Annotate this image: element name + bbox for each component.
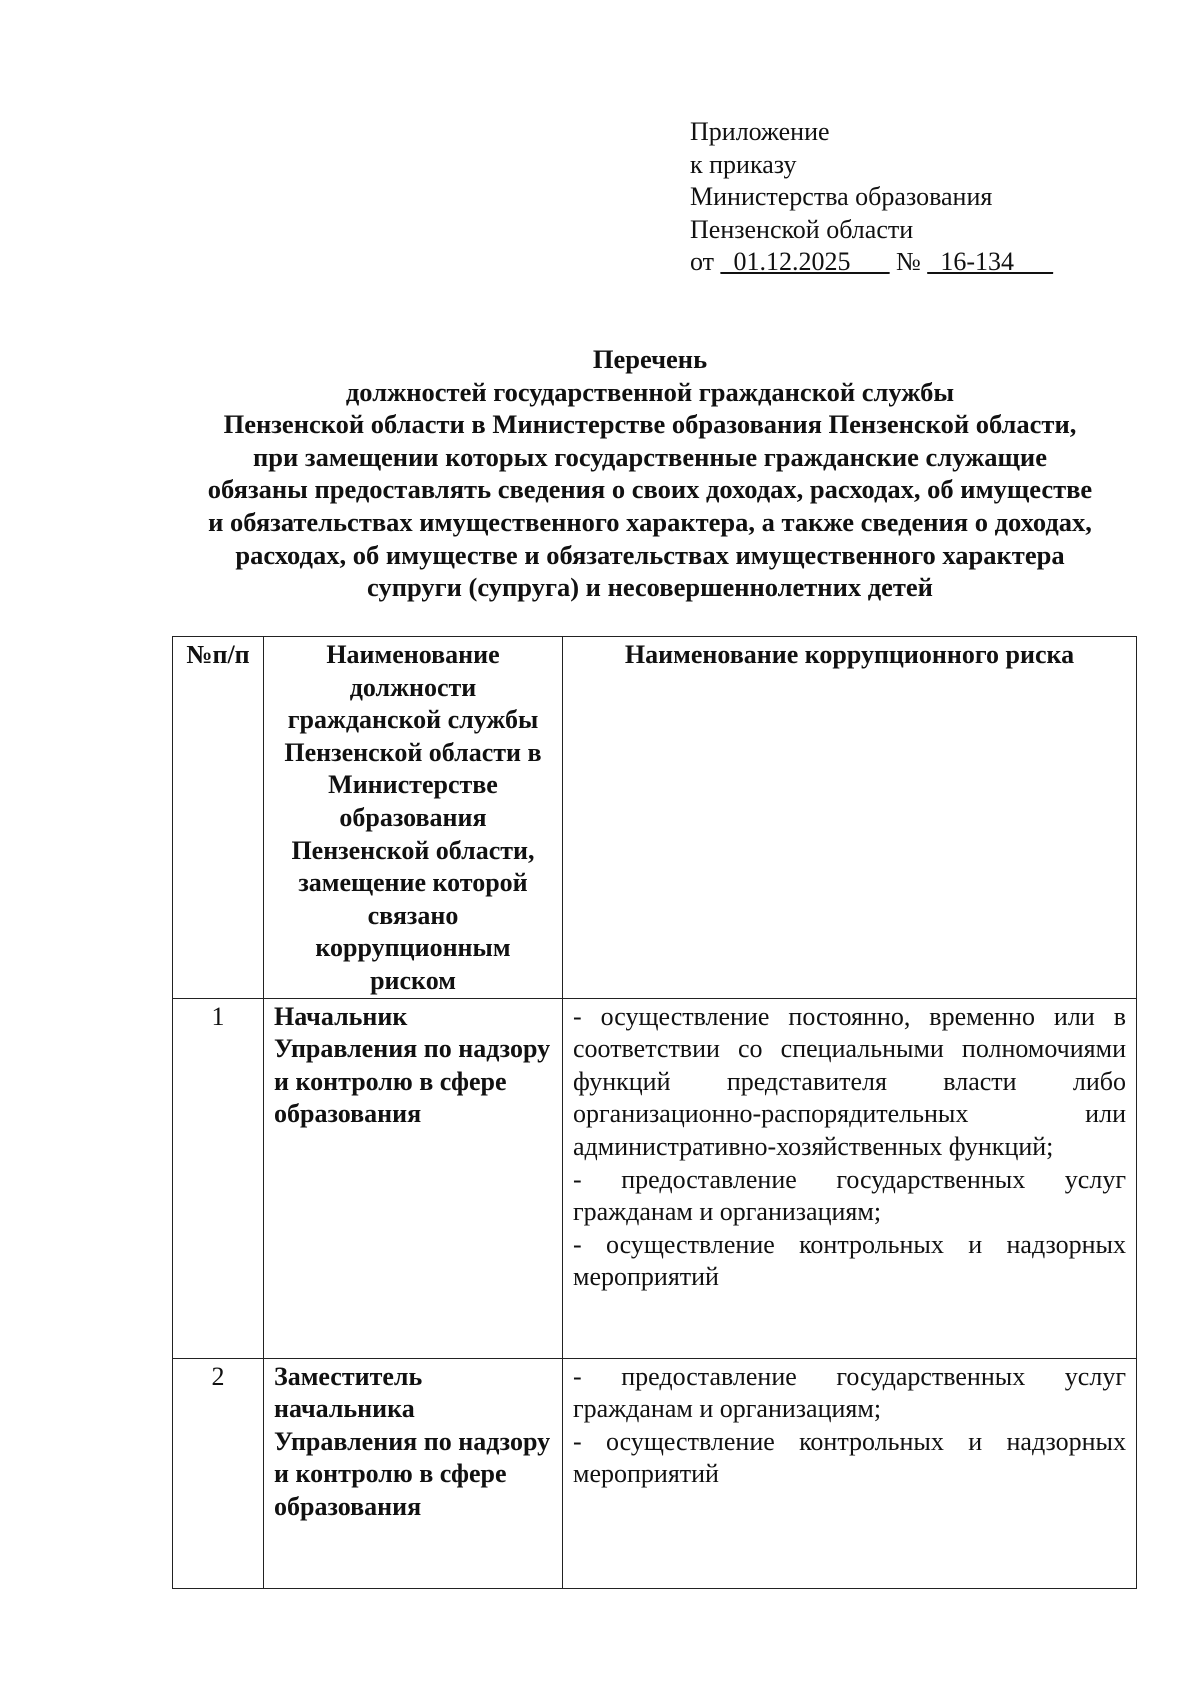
table-row [173,998,1137,1358]
table-header-row [173,637,1137,999]
title-line: при замещении которых государственные гражданские служащие [253,441,1047,472]
risk-list [563,1358,1137,1588]
title-line: должностей государственной гражданской службы [345,376,955,407]
date-prefix: от [690,247,721,276]
appendix-line: к приказу [690,149,797,179]
header-position: Наименование должности гражданской службы Пензенской области в Министерстве образования Пензенской области, замещение которой связано коррупционным риском [264,637,563,999]
position-name: Заместитель начальника Управления по надзору и контролю в сфере образования [264,1358,563,1588]
appendix-block [690,116,1053,279]
position-name: Начальник Управления по надзору и контролю в сфере образования [264,998,563,1358]
row-number: 1 [173,998,264,1358]
appendix-line: Приложение [690,117,830,146]
appendix-date-line [690,246,1053,279]
row-number: 2 [173,1358,264,1588]
title-line: расходах, об имуществе и обязательствах имущественного характера [235,539,1065,570]
risk-item: - осуществление контрольных и надзорных мероприятий [573,1426,1126,1489]
appendix-line: Министерства образования [690,182,993,211]
title-line: супруги (супруга) и несовершеннолетних детей [367,572,933,603]
risk-item: - предоставление государственных услуг гражданам и организациям; [573,1361,1126,1424]
document-title [150,343,1150,604]
positions-table [172,636,1137,1589]
header-num: №п/п [173,637,264,999]
title-line: Пензенской области в Министерстве образования Пензенской области, [223,409,1077,440]
appendix-line: Пензенской области [690,214,914,244]
risk-item: - осуществление постоянно, временно или в соответствии со специальными полномочиями функций представителя власти либо организационно-распорядительных или административно-хозяйственных функций; [573,1001,1126,1161]
title-line: обязаны предоставлять сведения о своих доходах, расходах, об имуществе [207,474,1093,505]
header-risk: Наименование коррупционного риска [563,637,1137,999]
title-line: и обязательствах имущественного характера, а также сведения о доходах, [208,506,1092,537]
order-date: _01.12.2025___ [720,247,890,276]
risk-item: - осуществление контрольных и надзорных мероприятий [573,1229,1126,1292]
order-number: _16-134___ [927,247,1054,276]
risk-item: - предоставление государственных услуг гражданам и организациям; [573,1164,1126,1227]
title-line: Перечень [592,344,708,374]
table-row [173,1358,1137,1588]
number-prefix: № [896,247,928,276]
risk-list [563,998,1137,1358]
